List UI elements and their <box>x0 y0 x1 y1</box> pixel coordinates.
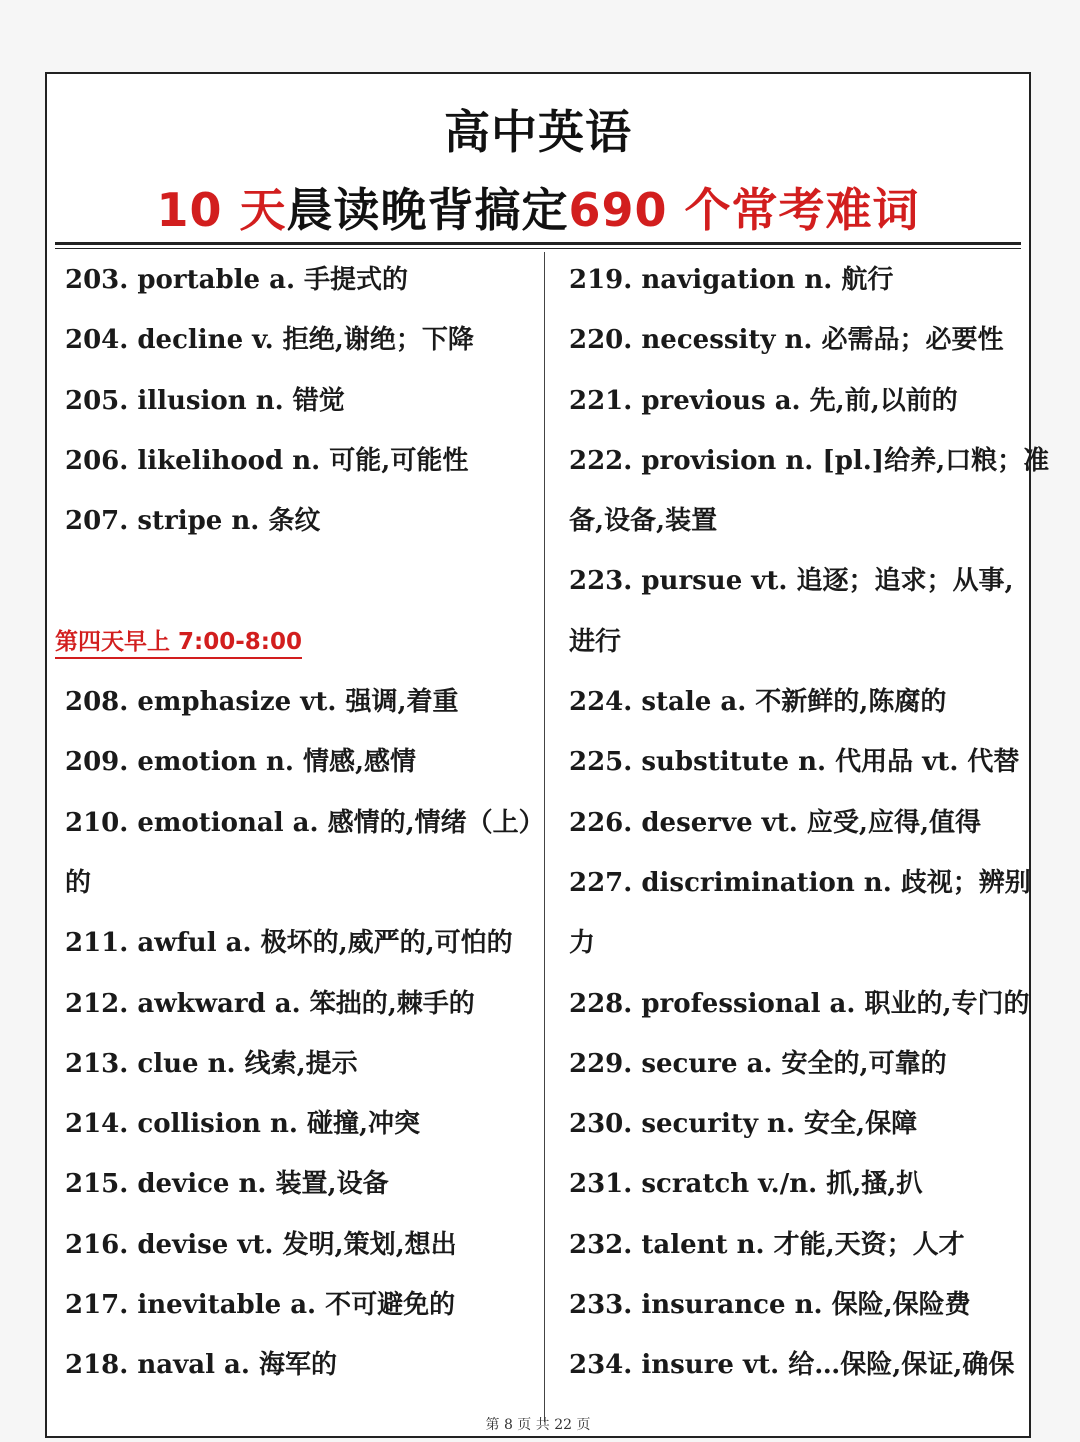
vocab-entry: 209. emotion n. 情感,感情 <box>65 747 417 778</box>
page-subtitle <box>47 174 1029 240</box>
vocab-entry: 219. navigation n. 航行 <box>569 265 894 295</box>
vocab-entry: 206. likelihood n. 可能,可能性 <box>65 445 469 476</box>
vocab-entry: 213. clue n. 线索,提示 <box>65 1048 358 1079</box>
right-column <box>569 250 1050 1396</box>
vocab-entry-continuation: 进行 <box>569 626 622 657</box>
left-column <box>55 250 545 1396</box>
vocab-entry-continuation: 力 <box>569 928 596 959</box>
vocab-entry: 217. inevitable a. 不可避免的 <box>65 1290 456 1321</box>
vocab-entry: 216. devise vt. 发明,策划,想出 <box>65 1229 457 1260</box>
vocab-entry: 214. collision n. 碰撞,冲突 <box>65 1109 421 1140</box>
vocab-entry: 218. naval a. 海军的 <box>65 1350 337 1381</box>
vocab-entry: 222. provision n. [pl.]给养,口粮；准 <box>569 445 1050 476</box>
vocab-entry-continuation: 的 <box>65 867 92 898</box>
page-title: 高中英语 <box>444 105 632 159</box>
vocab-entry: 229. secure a. 安全的,可靠的 <box>569 1048 947 1079</box>
vocab-entry: 226. deserve vt. 应受,应得,值得 <box>569 807 982 838</box>
header-rule-thin <box>55 248 1021 249</box>
header-rule-thick <box>55 242 1021 245</box>
vocab-entry: 221. previous a. 先,前,以前的 <box>569 385 958 416</box>
vocab-entry: 230. security n. 安全,保障 <box>569 1109 918 1140</box>
vocab-entry: 225. substitute n. 代用品 vt. 代替 <box>569 747 1020 778</box>
vocab-entry: 232. talent n. 才能,天资；人才 <box>569 1229 965 1260</box>
vocab-entry: 208. emphasize vt. 强调,着重 <box>65 687 459 718</box>
vocab-entry: 204. decline v. 拒绝,谢绝；下降 <box>65 325 474 356</box>
vocab-entry: 227. discrimination n. 歧视；辨别 <box>569 867 1031 898</box>
vocab-entry: 203. portable a. 手提式的 <box>65 265 409 295</box>
vocab-entry: 234. insure vt. 给…保险,保证,确保 <box>569 1350 1015 1381</box>
vocab-entry: 224. stale a. 不新鲜的,陈腐的 <box>569 687 947 718</box>
vocab-entry: 210. emotional a. 感情的,情绪（上） <box>65 807 545 838</box>
vocab-entry: 220. necessity n. 必需品；必要性 <box>569 325 1004 356</box>
page-number: 第 8 页 共 22 页 <box>485 1417 591 1433</box>
vocab-entry: 215. device n. 装置,设备 <box>65 1169 389 1200</box>
vocab-entry: 205. illusion n. 错觉 <box>65 385 345 416</box>
subtitle-count: 690 个常考难词 <box>568 183 920 237</box>
vocab-entry: 207. stripe n. 条纹 <box>65 506 321 537</box>
vocab-entry: 211. awful a. 极坏的,威严的,可怕的 <box>65 928 513 959</box>
vocab-entry: 223. pursue vt. 追逐；追求；从事, <box>569 566 1014 597</box>
section-heading <box>55 612 535 672</box>
blank-line <box>65 551 535 611</box>
subtitle-middle: 晨读晚背搞定 <box>286 183 569 237</box>
vocab-entry: 228. professional a. 职业的,专门的 <box>569 988 1030 1019</box>
document-page <box>45 72 1050 1438</box>
vocab-entry: 233. insurance n. 保险,保险费 <box>569 1290 971 1321</box>
subtitle-days: 10 天 <box>156 183 287 237</box>
section-heading-text: 第四天早上 7:00-8:00 <box>55 629 302 659</box>
vocab-entry: 231. scratch v./n. 抓,搔,扒 <box>569 1169 923 1200</box>
vocab-entry-continuation: 备,设备,装置 <box>569 506 718 537</box>
vocab-entry: 212. awkward a. 笨拙的,棘手的 <box>65 988 475 1019</box>
